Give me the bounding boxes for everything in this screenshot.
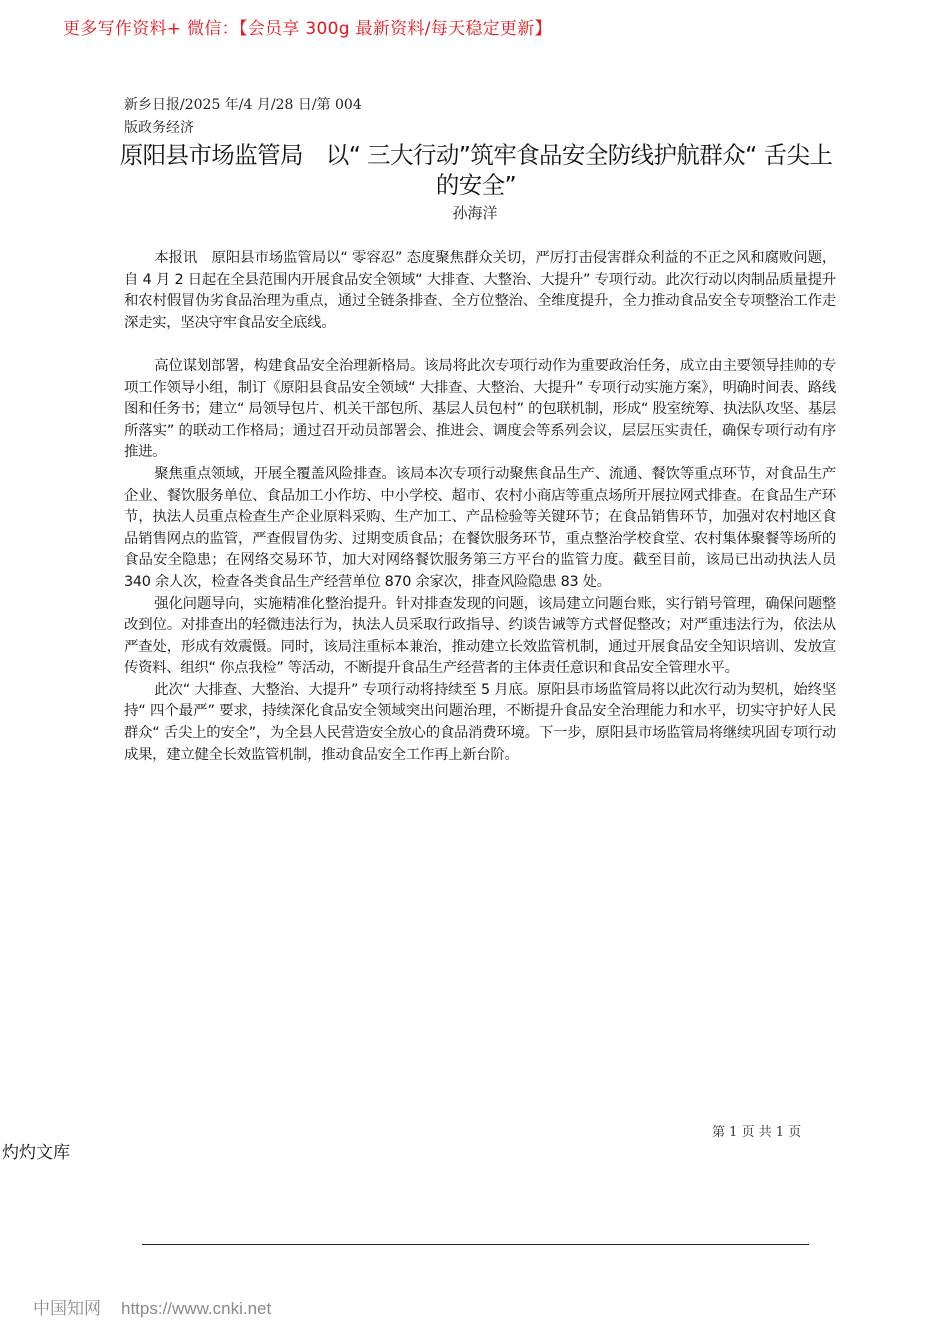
paragraph: 强化问题导向，实施精准化整治提升。针对排查发现的问题，该局建立问题台账，实行销号管理，确保问题整改到位。对排查出的轻微违法行为，执法人员采取行政指导、约谈告诫等方式督促整改；对严重违法行为，依法从严查处，形成有效震慑。同时，该局注重标本兼治，推动建立长效监管机制，通过开展食品安全知识培训、发放宣传资料、组织“ 你点我检” 等活动，不断提升食品生产经营者的主体责任意识和食品安全管理水平。	[124, 595, 836, 677]
paragraph: 高位谋划部署，构建食品安全治理新格局。该局将此次专项行动作为重要政治任务，成立由主要领导挂帅的专项工作领导小组，制订《原阳县食品安全领域“ 大排查、大整治、大提升” 专项行动实施方案》，明确时间表、路线图和任务书；建立“ 局领导包片、机关干部包所、基层人员包村” 的包联机制，形成“ 股室统筹、执法队攻坚、基层所落实” 的联动工作格局；通过召开动员部署会、推进会、调度会等系列会议，层层压实责任，确保专项行动有序推进。	[124, 357, 836, 461]
cnki-url[interactable]: https://www.cnki.net	[121, 1299, 272, 1318]
footer-divider	[142, 1244, 809, 1245]
article-author: 孙海洋	[452, 204, 498, 222]
paragraph: 聚焦重点领域，开展全覆盖风险排查。该局本次专项行动聚焦食品生产、流通、餐饮等重点环节，对食品生产企业、餐饮服务单位、食品加工小作坊、中小学校、超市、农村小商店等重点场所开展拉网式排查。在食品生产环节，执法人员重点检查生产企业原料采购、生产加工、产品检验等关键环节；在食品销售环节，加强对农村地区食品销售网点的监管，严查假冒伪劣、过期变质食品；在餐饮服务环节，重点整治学校食堂、农村集体聚餐等场所的食品安全隐患；在网络交易环节，加大对网络餐饮服务第三方平台的监管力度。截至目前，该局已出动执法人员 340 余人次，检查各类食品生产经营单位 870 余家次，排查风险隐患 83 处。	[124, 465, 836, 590]
article-title: 原阳县市场监管局 以“ 三大行动”筑牢食品安全防线护航群众“ 舌尖上的安全”	[119, 141, 833, 199]
library-name: 灼灼文库	[2, 1143, 70, 1163]
promo-banner: 更多写作资料+ 微信：【会员享 300g 最新资料/每天稳定更新】	[63, 19, 552, 39]
cnki-name: 中国知网	[33, 1299, 101, 1318]
article-body	[124, 248, 836, 766]
paragraph: 此次“ 大排查、大整治、大提升” 专项行动将持续至 5 月底。原阳县市场监管局将以此次行动为契机，始终坚持“ 四个最严” 要求，持续深化食品安全领域突出问题治理，不断提升食品安全治理能力和水平，切实守护好人民群众“ 舌尖上的安全”，为全县人民营造安全放心的食品消费环境。下一步，原阳县市场监管局将继续巩固专项行动成果，建立健全长效监管机制，推动食品安全工作再上新台阶。	[124, 681, 836, 763]
paragraph-lead: 本报讯 原阳县市场监管局以“ 零容忍” 态度聚焦群众关切，严厉打击侵害群众利益的不正之风和腐败问题，自 4 月 2 日起在全县范围内开展食品安全领域“ 大排查、大整治、大提升” 专项行动。此次行动以肉制品质量提升和农村假冒伪劣食品治理为重点，通过全链条排查、全方位整治、全维度提升，全力推动食品安全专项整治工作走深走实，坚决守牢食品安全底线。	[124, 250, 836, 331]
section-line: 版政务经济	[124, 120, 194, 136]
source-line: 新乡日报/2025 年/4 月/28 日/第 004	[124, 97, 362, 113]
page-number: 第 1 页 共 1 页	[712, 1125, 802, 1140]
cnki-footer	[33, 1294, 271, 1319]
